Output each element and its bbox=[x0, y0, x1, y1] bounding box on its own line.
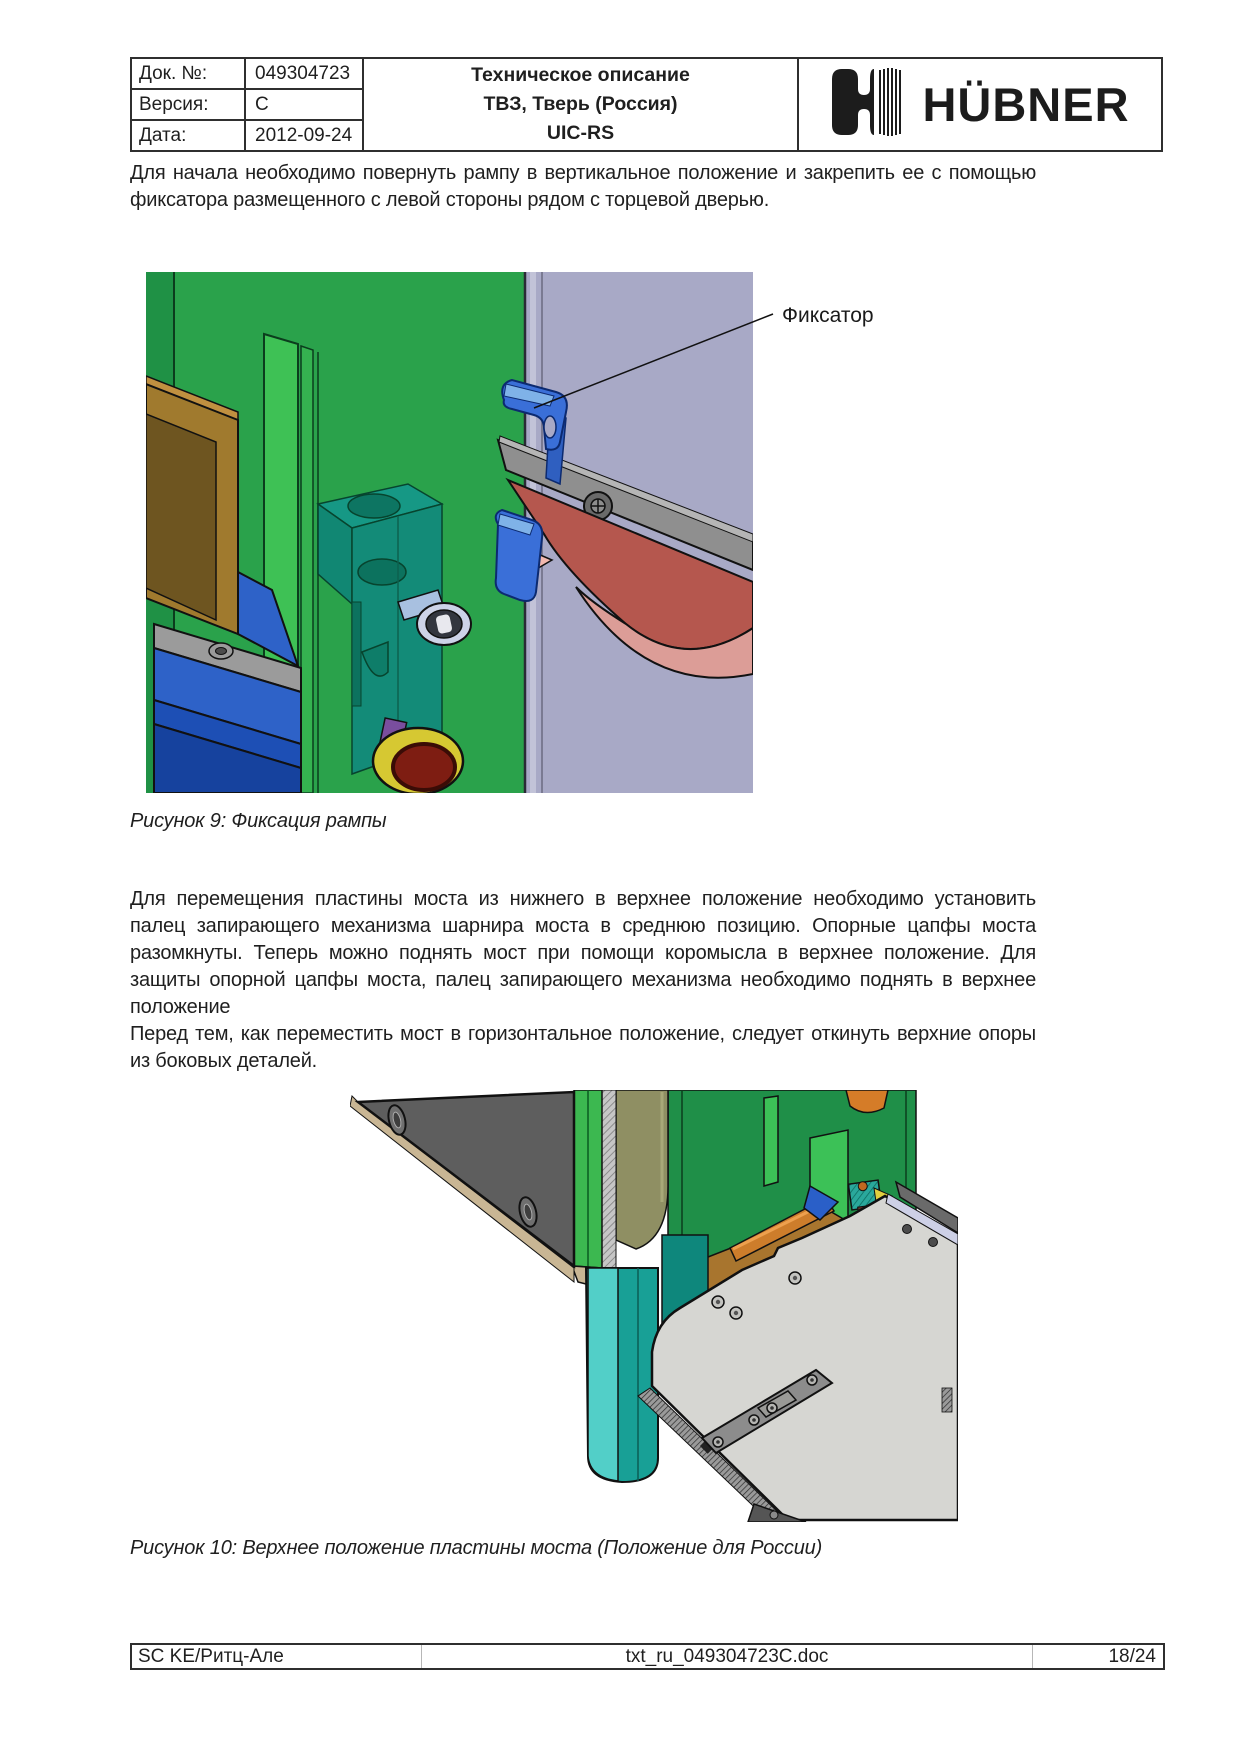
document-title-line3: UIC-RS bbox=[546, 122, 615, 144]
figure-10-cad-scene bbox=[350, 1090, 958, 1522]
doc-info-table bbox=[132, 59, 364, 150]
date-row bbox=[132, 121, 362, 150]
company-logo bbox=[799, 59, 1161, 150]
version-row bbox=[132, 90, 362, 121]
hubner-logo-icon bbox=[830, 67, 908, 142]
version-label: Версия: bbox=[132, 90, 246, 119]
hubner-logo-text: HÜBNER bbox=[922, 78, 1130, 131]
figure-10-illustration bbox=[350, 1090, 958, 1522]
header-table bbox=[130, 57, 1163, 152]
date-value: 2012-09-24 bbox=[255, 124, 353, 146]
figure-9-caption: Рисунок 9: Фиксация рампы bbox=[130, 810, 387, 832]
footer-page-number: 18/24 bbox=[1108, 1645, 1156, 1667]
fixator-callout-label: Фиксатор bbox=[782, 304, 874, 327]
intro-paragraph: Для начала необходимо повернуть рампу в вертикальное положение и закрепить ее с помощью фиксатора размещенного с левой стороны рядом с торцевой дверью. bbox=[130, 162, 1036, 211]
document-title-line2: ТВЗ, Тверь (Россия) bbox=[483, 93, 678, 115]
figure-9-cad-scene bbox=[146, 272, 753, 793]
bridge-plate-paragraph: Для перемещения пластины моста из нижнего в верхнее положение необходимо установить палец запирающего механизма шарнира моста в среднюю позицию. Опорные цапфы моста разомкнуты. Теперь можно поднять мост при помощи коромысла в верхнее положение. Для защиты опорной цапфы моста, палец запирающего механизма необходимо поднять в верхнее положение bbox=[130, 888, 1036, 1018]
figure-9-illustration bbox=[146, 272, 877, 793]
doc-number-row bbox=[132, 59, 362, 90]
doc-number-value: 049304723 bbox=[255, 62, 351, 84]
figure-10-caption: Рисунок 10: Верхнее положение пластины моста (Положение для России) bbox=[130, 1537, 823, 1559]
date-label: Дата: bbox=[132, 121, 246, 150]
footer-table bbox=[130, 1643, 1165, 1670]
doc-number-label: Док. №: bbox=[132, 59, 246, 88]
bridge-plate-paragraphs bbox=[130, 886, 1036, 1075]
footer-filename: txt_ru_049304723C.doc bbox=[422, 1645, 1033, 1668]
document-title-block bbox=[364, 59, 799, 150]
bridge-move-paragraph: Перед тем, как переместить мост в горизонтальное положение, следует откинуть верхние опоры из боковых деталей. bbox=[130, 1023, 1036, 1072]
version-value: C bbox=[255, 93, 269, 115]
footer-author: SC KE/Ритц-Але bbox=[132, 1645, 422, 1668]
figure-10 bbox=[350, 1090, 958, 1527]
figure-9 bbox=[146, 272, 877, 798]
document-title-line1: Техническое описание bbox=[471, 64, 690, 86]
